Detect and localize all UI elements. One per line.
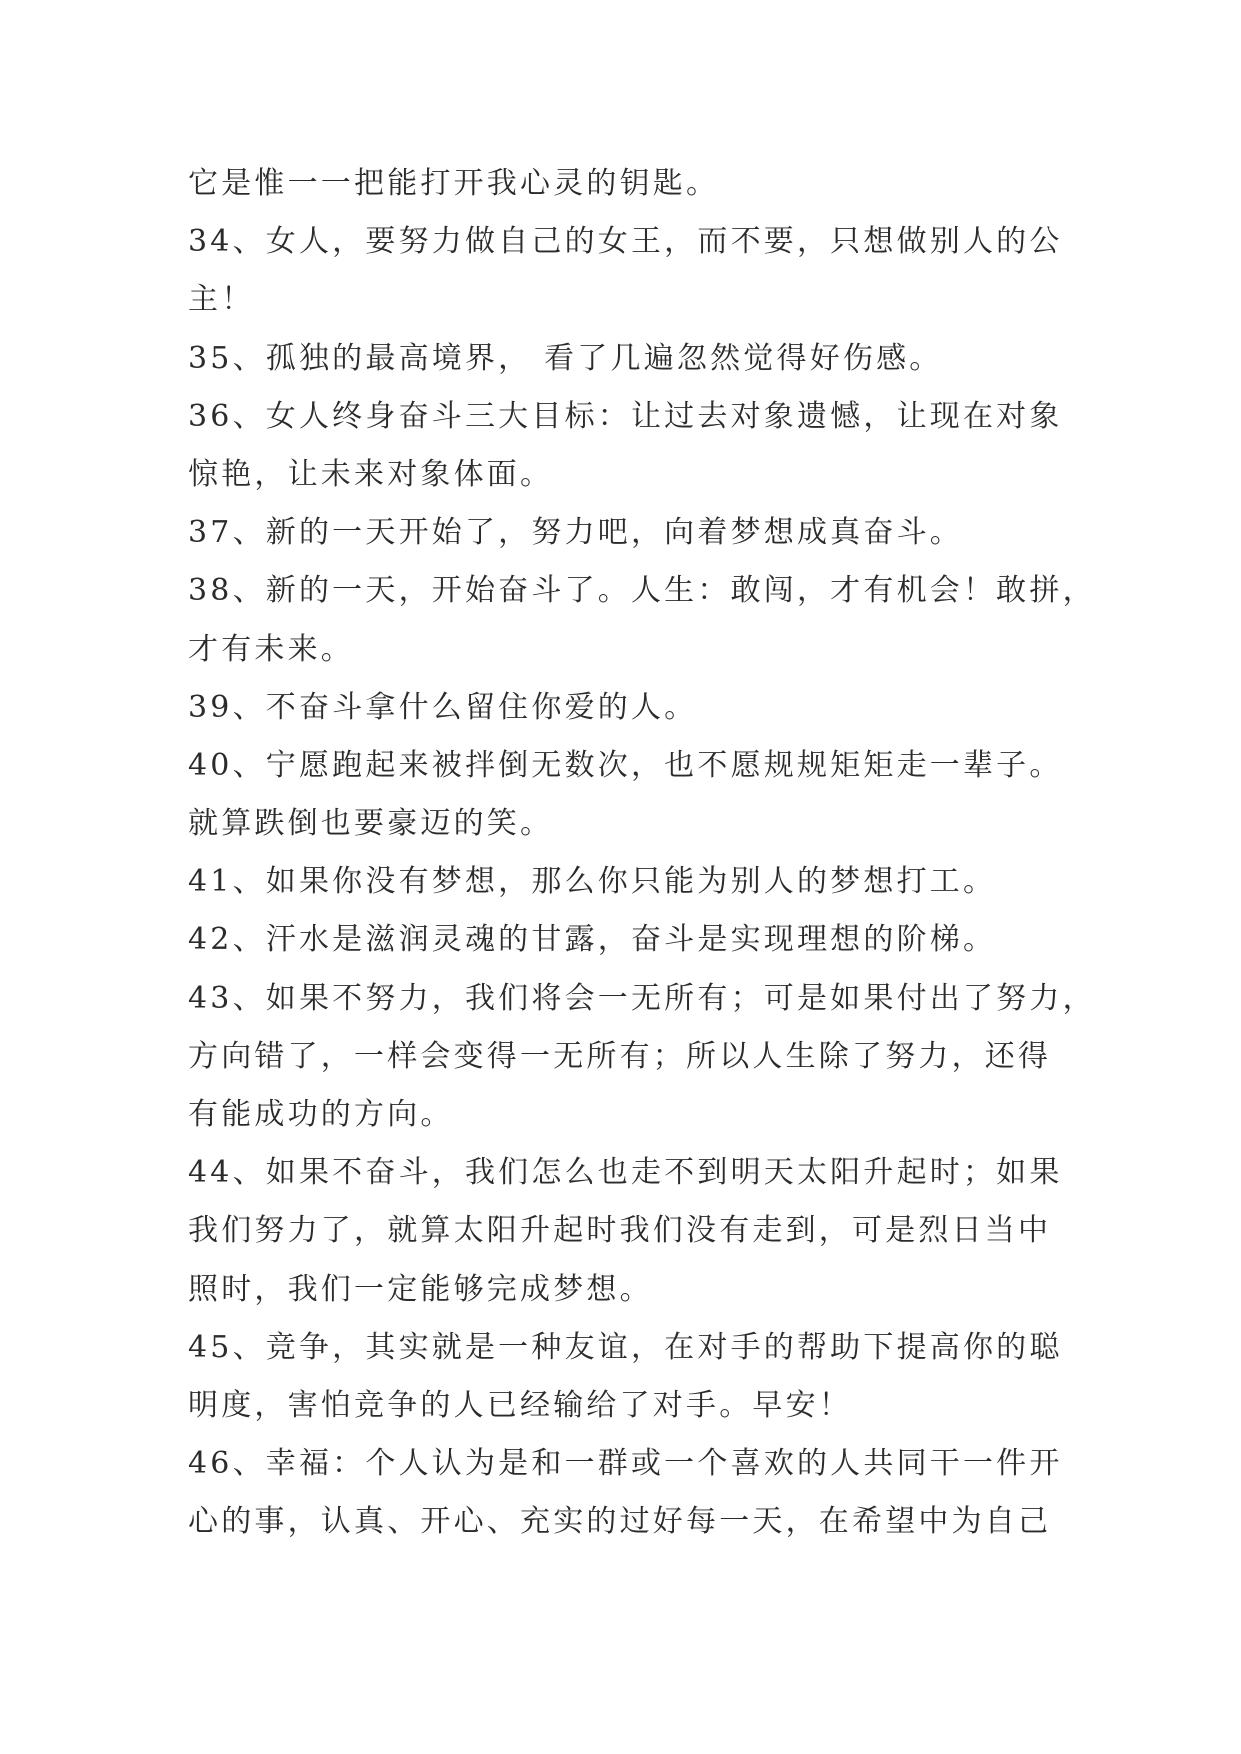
text-line: 39、不奋斗拿什么留住你爱的人。 bbox=[188, 689, 698, 725]
text-line: 方向错了，一样会变得一无所有；所以人生除了努力，还得 bbox=[188, 1038, 1052, 1074]
text-line: 它是惟一一把能打开我心灵的钥匙。 bbox=[188, 166, 720, 201]
text-line: 38、新的一天，开始奋斗了。人生：敢闯，才有机会！敢拼， bbox=[188, 573, 1096, 609]
text-line: 照时，我们一定能够完成梦想。 bbox=[188, 1271, 653, 1307]
text-line: 才有未来。 bbox=[188, 631, 354, 667]
text-line: 34、女人，要努力做自己的女王，而不要，只想做别人的公 bbox=[188, 224, 1063, 260]
text-line: 惊艳，让未来对象体面。 bbox=[188, 456, 554, 492]
text-line: 明度，害怕竞争的人已经输给了对手。早安！ bbox=[188, 1387, 852, 1423]
text-line: 40、宁愿跑起来被拌倒无数次，也不愿规规矩矩走一辈子。 bbox=[188, 747, 1063, 783]
text-line: 37、新的一天开始了，努力吧，向着梦想成真奋斗。 bbox=[188, 515, 963, 551]
text-line: 36、女人终身奋斗三大目标：让过去对象遗憾，让现在对象 bbox=[188, 398, 1063, 434]
text-line: 35、孤独的最高境界， 看了几遍忽然觉得好伤感。 bbox=[188, 340, 943, 376]
text-line: 主！ bbox=[188, 282, 255, 318]
text-line: 有能成功的方向。 bbox=[188, 1097, 454, 1132]
body-text bbox=[188, 155, 1096, 1552]
text-line: 41、如果你没有梦想，那么你只能为别人的梦想打工。 bbox=[188, 864, 997, 900]
text-line: 42、汗水是滋润灵魂的甘露，奋斗是实现理想的阶梯。 bbox=[188, 922, 997, 958]
text-line: 就算跌倒也要豪迈的笑。 bbox=[188, 806, 554, 842]
text-line: 43、如果不努力，我们将会一无所有；可是如果付出了努力， bbox=[188, 980, 1096, 1016]
text-line: 46、幸福：个人认为是和一群或一个喜欢的人共同干一件开 bbox=[188, 1446, 1063, 1482]
text-line: 心的事，认真、开心、充实的过好每一天，在希望中为自己 bbox=[188, 1504, 1052, 1540]
text-line: 45、竞争，其实就是一种友谊，在对手的帮助下提高你的聪 bbox=[188, 1329, 1063, 1365]
text-line: 我们努力了，就算太阳升起时我们没有走到，可是烈日当中 bbox=[188, 1213, 1052, 1249]
text-line: 44、如果不奋斗，我们怎么也走不到明天太阳升起时；如果 bbox=[188, 1155, 1063, 1191]
